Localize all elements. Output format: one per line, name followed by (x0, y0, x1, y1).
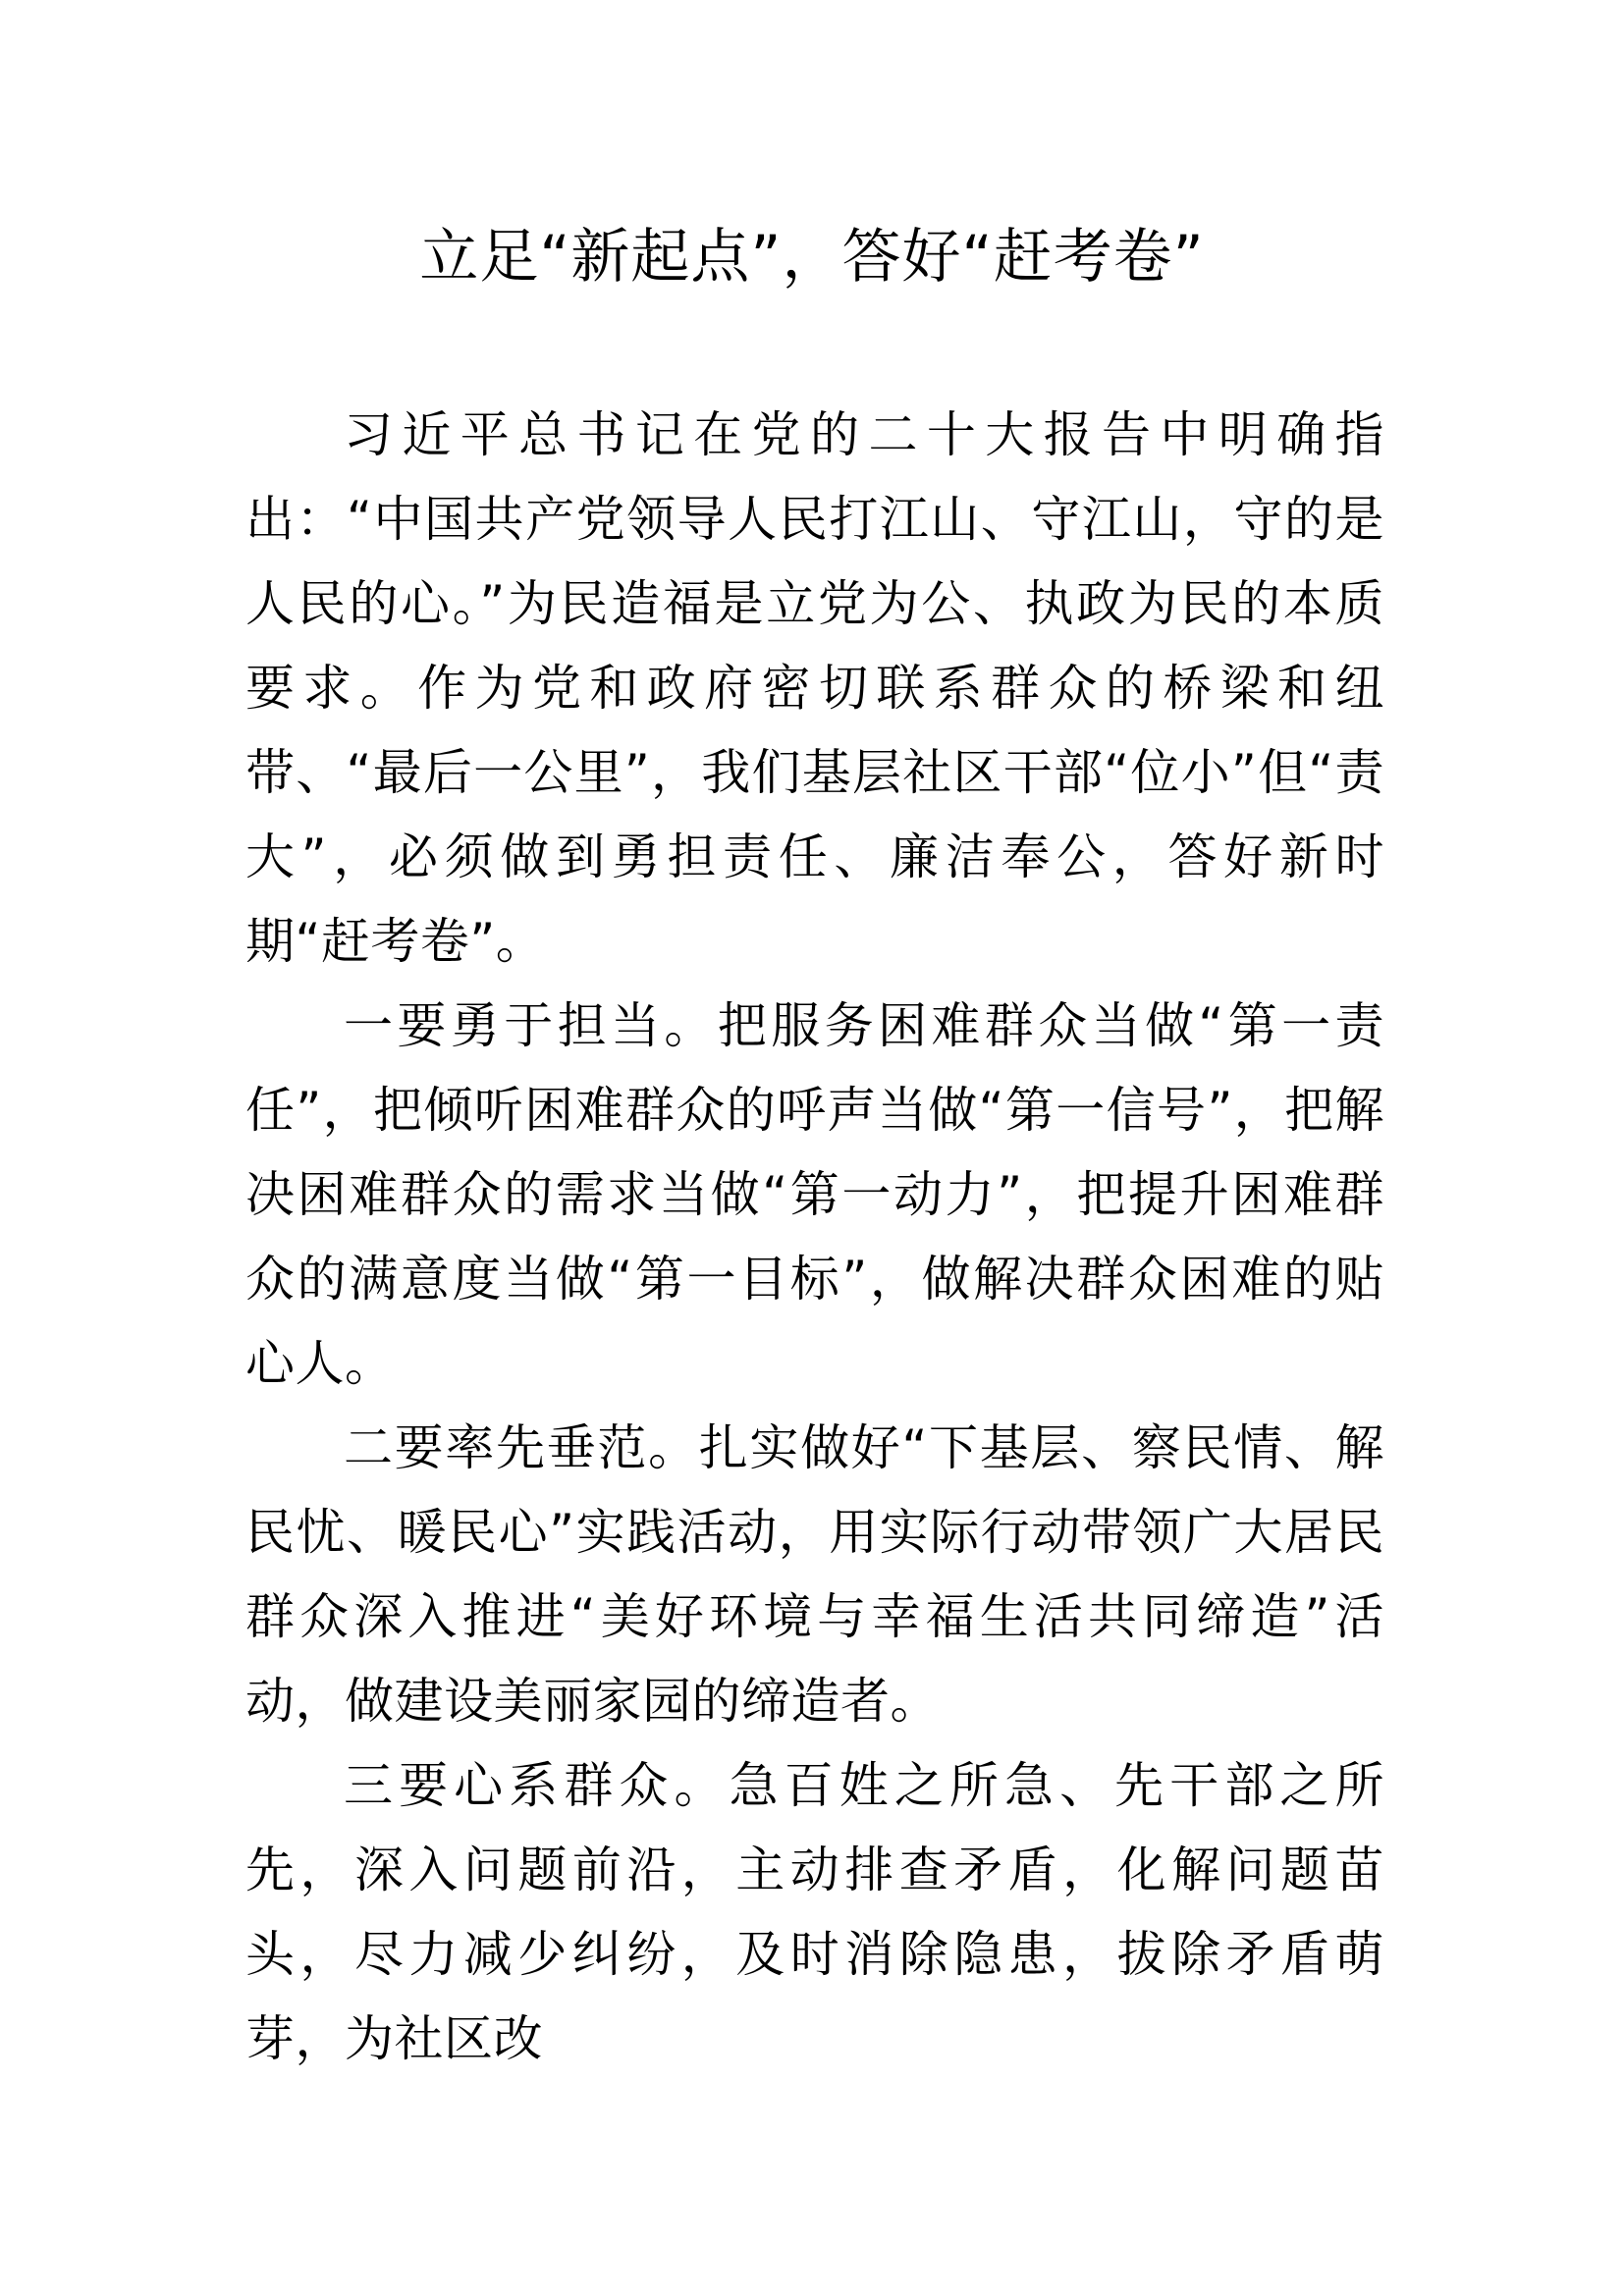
paragraph-point-one: 一要勇于担当。把服务困难群众当做“第一责任”，把倾听困难群众的呼声当做“第一信号”，把解决困难群众的需求当做“第一动力”，把提升困难群众的满意度当做“第一目标”，做解决群众困难的贴心人。 (245, 997, 1384, 1392)
paragraph-intro: 习近平总书记在党的二十大报告中明确指出：“中国共产党领导人民打江山、守江山，守的是人民的心。”为民造福是立党为公、执政为民的本质要求。作为党和政府密切联系群众的桥梁和纽带、“最后一公里”，我们基层社区干部“位小”但“责大”，必须做到勇担责任、廉洁奉公，答好新时期“赶考卷”。 (245, 406, 1384, 970)
paragraph-point-three: 三要心系群众。急百姓之所急、先干部之所先，深入问题前沿，主动排查矛盾，化解问题苗头，尽力减少纠纷，及时消除隐患，拔除矛盾萌芽，为社区改 (245, 1757, 1384, 2067)
document-title: 立足“新起点”，答好“赶考卷” (419, 223, 1205, 292)
paragraph-point-two: 二要率先垂范。扎实做好“下基层、察民情、解民忧、暖民心”实践活动，用实际行动带领广大居民群众深入推进“美好环境与幸福生活共同缔造”活动，做建设美丽家园的缔造者。 (245, 1419, 1384, 1730)
document-body (245, 393, 1384, 2081)
